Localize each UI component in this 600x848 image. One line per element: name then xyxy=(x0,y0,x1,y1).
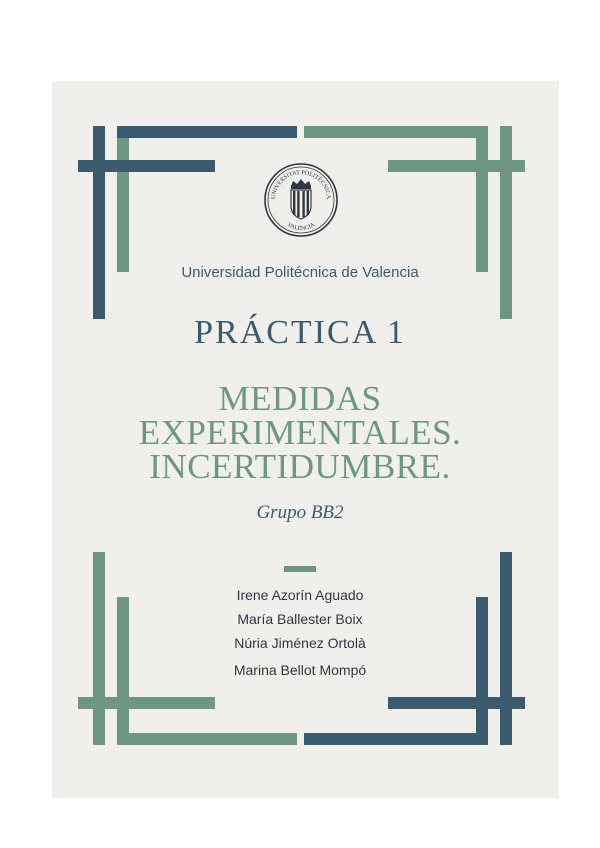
frame-top-left-vertical-inner xyxy=(117,126,129,272)
frame-top-right-vertical-inner xyxy=(476,126,488,272)
frame-top-left-horizontal-cross xyxy=(78,160,215,172)
frame-bottom-right-horizontal-bottom xyxy=(304,733,486,745)
svg-text:VALÈNCIA: VALÈNCIA xyxy=(285,222,317,233)
author-name: María Ballester Boix xyxy=(237,611,363,627)
frame-bottom-right-horizontal-cross xyxy=(388,697,525,709)
title-line: EXPERIMENTALES. xyxy=(138,413,462,452)
frame-bottom-left-horizontal-bottom xyxy=(117,733,297,745)
frame-top-right-vertical-outer xyxy=(500,126,512,319)
title-line: INCERTIDUMBRE. xyxy=(149,447,451,486)
frame-top-right-horizontal-cross xyxy=(388,160,525,172)
group-label: Grupo BB2 xyxy=(256,502,344,523)
svg-text:UNIVERSITAT POLITÈCNICA: UNIVERSITAT POLITÈCNICA xyxy=(270,169,332,200)
author-name: Marina Bellot Mompó xyxy=(233,662,367,678)
author-list xyxy=(0,583,600,682)
university-seal-logo xyxy=(263,162,339,238)
frame-bottom-left-horizontal-cross xyxy=(78,697,215,709)
practice-number-heading: PRÁCTICA 1 xyxy=(194,314,406,351)
author-name: Núria Jiménez Ortolà xyxy=(234,635,366,651)
author-name: Irene Azorín Aguado xyxy=(236,587,364,603)
frame-top-left-horizontal-top xyxy=(117,126,297,138)
title-line: MEDIDAS xyxy=(218,379,382,418)
divider-dash xyxy=(284,566,316,572)
university-name: Universidad Politécnica de Valencia xyxy=(181,264,419,281)
document-title xyxy=(0,379,600,486)
frame-top-left-vertical-outer xyxy=(93,126,105,319)
frame-top-right-horizontal-top xyxy=(304,126,485,138)
